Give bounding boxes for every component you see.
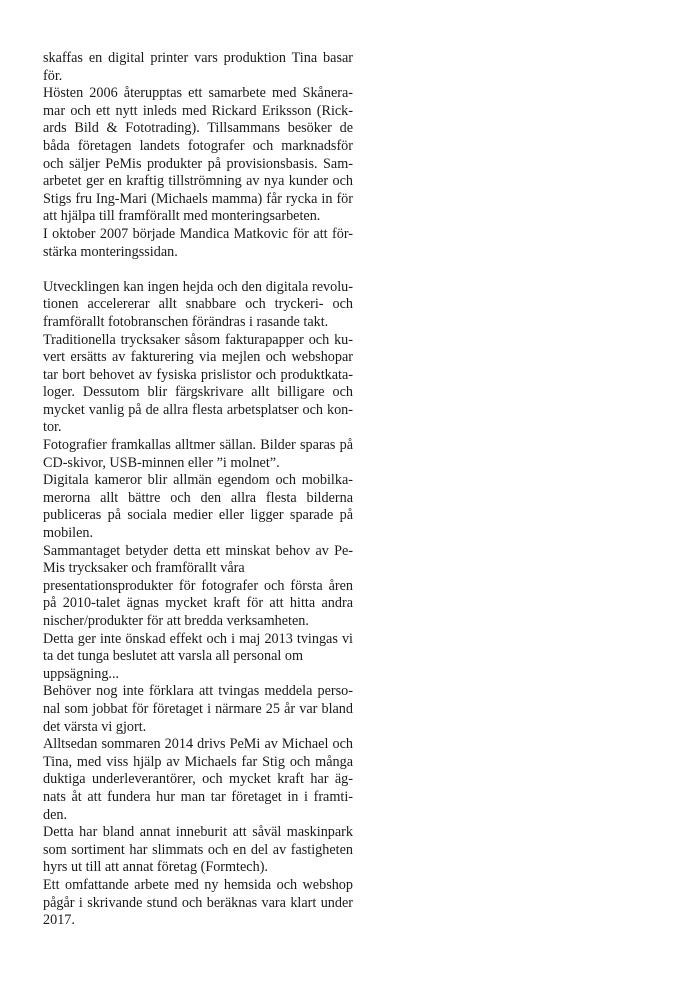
text-line: 2017. xyxy=(43,912,75,929)
text-line: mobilen. xyxy=(43,525,94,542)
text-line: och säljer PeMis produkter på provisionsbasis. Sam- xyxy=(43,155,353,172)
text-line: arbetet ger en kraftig tillströmning av nya kunder och xyxy=(43,173,353,190)
body-text-column xyxy=(43,50,353,930)
text-line: mar och ett nytt inleds med Rickard Eriksson (Rick- xyxy=(43,102,353,119)
text-line: nats åt att fundera hur man tar företaget in i framti- xyxy=(43,788,353,805)
text-line: merorna allt bättre och den allra flesta bilderna xyxy=(43,489,353,506)
text-line: I oktober 2007 började Mandica Matkovic för att för- xyxy=(43,225,353,242)
text-line: Behöver nog inte förklara att tvingas meddela perso- xyxy=(43,683,353,700)
text-line: att hjälpa till framförallt med monteringsarbeten. xyxy=(43,208,321,225)
body-paragraph xyxy=(43,279,353,930)
text-line: Sammantaget betyder detta ett minskat behov av Pe- xyxy=(43,542,353,559)
text-line: presentationsprodukter för fotografer och första åren xyxy=(43,577,353,594)
text-line: Tina, med viss hjälp av Michaels far Stig och många xyxy=(43,753,353,770)
text-line: Stigs fru Ing-Mari (Michaels mamma) får rycka in för xyxy=(43,190,353,207)
text-line: skaffas en digital printer vars produktion Tina basar xyxy=(43,50,353,66)
text-line: för. xyxy=(43,67,63,84)
text-line: hyrs ut till att annat företag (Formtech). xyxy=(43,859,268,876)
text-line: nal som jobbat för företaget i närmare 25 år var bland xyxy=(43,700,353,717)
text-line: Digitala kameror blir allmän egendom och mobilka- xyxy=(43,472,353,489)
text-line: ards Bild & Fototrading). Tillsammans besöker de xyxy=(43,120,353,137)
text-line: Detta har bland annat inneburit att såväl maskinpark xyxy=(43,824,353,841)
text-line: vert ersätts av fakturering via mejlen och webshopar xyxy=(43,349,353,366)
body-paragraph xyxy=(43,50,353,261)
text-line: Hösten 2006 återupptas ett samarbete med Skånera- xyxy=(43,85,353,102)
text-line: det värsta vi gjort. xyxy=(43,718,147,735)
text-line: tor. xyxy=(43,419,62,436)
text-line: uppsägning... xyxy=(43,665,120,682)
text-line: Detta ger inte önskad effekt och i maj 2013 tvingas vi xyxy=(43,630,353,647)
text-line: Ett omfattande arbete med ny hemsida och webshop xyxy=(43,876,353,893)
text-line: tar bort behovet av fysiska prislistor och produktkata- xyxy=(43,366,353,383)
text-line: Alltsedan sommaren 2014 drivs PeMi av Michael och xyxy=(43,736,353,753)
paragraph-gap xyxy=(43,261,353,279)
text-line: publiceras på sociala medier eller ligger sparade på xyxy=(43,507,353,524)
text-line: tionen accelererar allt snabbare och tryckeri- och xyxy=(43,296,353,313)
text-line: nischer/produkter för att bredda verksamheten. xyxy=(43,613,309,629)
text-line: som sortiment har slimmats och en del av fastigheten xyxy=(43,841,353,858)
text-line: båda företagen landets fotografer och marknadsför xyxy=(43,137,353,154)
text-line: framförallt fotobranschen förändras i rasande takt. xyxy=(43,313,329,330)
text-line: mycket vanlig på de allra flesta arbetsplatser och kon- xyxy=(43,401,353,418)
text-line: CD-skivor, USB-minnen eller ”i molnet”. xyxy=(43,454,280,471)
text-line: Fotografier framkallas alltmer sällan. Bilder sparas på xyxy=(43,437,353,454)
text-line: loger. Dessutom blir färgskrivare allt billigare och xyxy=(43,384,353,401)
text-line: stärka monteringssidan. xyxy=(43,243,178,260)
text-line: ta det tunga beslutet att varsla all personal om xyxy=(43,648,304,665)
text-line: Mis trycksaker och framförallt våra xyxy=(43,560,245,577)
text-line: på 2010-talet ägnas mycket kraft för att hitta andra xyxy=(43,595,353,612)
text-line: Traditionella trycksaker såsom fakturapapper och ku- xyxy=(43,331,353,348)
text-line: den. xyxy=(43,806,68,823)
text-line: duktiga underleverantörer, och mycket kraft har äg- xyxy=(43,771,353,788)
text-line: pågår i skrivande stund och beräknas vara klart under xyxy=(43,894,353,911)
text-line: Utvecklingen kan ingen hejda och den digitala revolu- xyxy=(43,278,353,295)
